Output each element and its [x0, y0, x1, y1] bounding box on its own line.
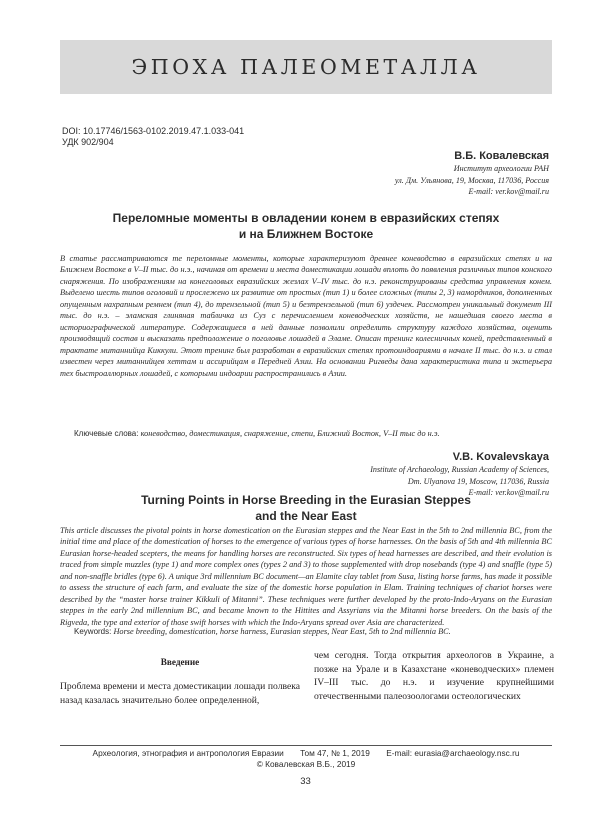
keywords-label: Ключевые слова: — [74, 429, 139, 438]
affiliation-line: Institute of Archaeology, Russian Academy of Sciences, — [370, 465, 549, 474]
footer-copyright: © Ковалевская В.Б., 2019 — [256, 759, 356, 769]
journal-volume: Том 47, № 1, 2019 — [300, 748, 370, 758]
affiliation-line: E-mail: ver.kov@mail.ru — [468, 488, 549, 497]
doi: DOI: 10.17746/1563-0102.2019.47.1.033-041 — [62, 126, 245, 136]
section-banner — [60, 40, 552, 94]
page-number: 33 — [300, 776, 311, 787]
section-title: ЭПОХА ПАЛЕОМЕТАЛЛА — [131, 55, 481, 79]
body-paragraph: чем сегодня. Тогда открытия археологов в Украине, а позже на Урале и в Казахстане «коневодческих» племен IV–III тыс. до н.э. и изучение крупнейшими отечественными палеозоологами остеологических — [314, 650, 554, 703]
title-line: Turning Points in Horse Breeding in the Eurasian Steppes — [141, 493, 471, 507]
keywords-ru — [74, 428, 552, 439]
affiliation-line: ул. Дм. Ульянова, 19, Москва, 117036, Россия — [394, 175, 549, 185]
article-title-ru — [60, 211, 552, 242]
keywords-text: коневодство, доместикация, снаряжение, степи, Ближний Восток, V–II тыс до н.э. — [140, 429, 440, 438]
body-column-right — [314, 649, 554, 704]
affiliation-line: Институт археологии РАН — [453, 164, 549, 173]
journal-name: Археология, этнография и антропология Евразии — [92, 748, 284, 758]
author-name-ru: В.Б. Ковалевская — [454, 150, 549, 162]
body-column-left — [60, 656, 300, 707]
keywords-en — [74, 626, 552, 637]
title-line: и на Ближнем Востоке — [238, 226, 374, 241]
title-line: and the Near East — [255, 508, 357, 523]
author-block-en — [370, 451, 549, 499]
abstract-ru: В статье рассматриваются те переломные моменты, которые характеризуют древнее коневодство в евразийских степях и на Ближнем Востоке в V–II тыс. до н.э., начиная от времени и места доместикации лошади вплоть до появления различных типов конского снаряжения. По изображениям на конеголовых евразийских жезлах V–IV тыс. до н.э. реконструированы средства управления конем. Выделено шесть типов оголовий и прослежено их развитие от простых (тип 1) и более сложных (типы 2, 3) намордников, дополненных опущенным нахрапным ремнем (тип 4), до трензельной (тип 5) и безтрензельной (тип 6) уздечек. Рассмотрен уникальный документ III тыс. до н.э. – эламская глиняная табличка из Суз с перечислением коневодческих хозяйств, не нашедшая своего места в историографической литературе. Содержащиеся в ней данные позволили определить структуру каждого хозяйства, оценить производящий состав и высказать предположение о поголовье лошадей в Эламе. Описан тренинг колесничных коней, представленный в трактате митаннийца Киккули. Этот тренинг был разработан в евразийских степях протоиндоариями в начале II тыс. до н.э. и стал известен через митаннийцев хеттам и ассирийцам в Передней Азии. На основании Ригведы дана характеристика типа и экстерьера тех быстроаллюрных лошадей, с которыми индоарии распространились в Азии. — [60, 254, 552, 378]
keywords-text: Horse breeding, domestication, horse harness, Eurasian steppes, Near East, 5th to 2nd millennia BC. — [113, 627, 451, 636]
title-line: Переломные моменты в овладении конем в евразийских степях — [112, 211, 500, 225]
author-block-ru — [395, 150, 549, 198]
footer-divider — [60, 745, 552, 746]
footer-journal-line — [60, 748, 552, 759]
journal-email: E-mail: eurasia@archaeology.nsc.ru — [386, 748, 520, 758]
body-paragraph: Проблема времени и места доместикации лошади полвека назад казалась значительно более определенной, — [60, 681, 300, 706]
section-heading: Введение — [160, 657, 200, 667]
article-title-en — [60, 493, 552, 524]
affiliation-line: E-mail: ver.kov@mail.ru — [468, 187, 549, 196]
keywords-label: Keywords: — [74, 627, 112, 636]
affiliation-line: Dm. Ulyanova 19, Moscow, 117036, Russia — [407, 476, 549, 486]
abstract-en: This article discusses the pivotal points in horse domestication on the Eurasian steppes and the Near East in the 5th to 2nd millennia BC, from the initial time and place of the domestication of horses to the emergence of various types of horse harnesses. On the basis of 5th and 4th millennia BC Eurasian horse-headed scepters, the means for handling horses are reconstructed. Six types of head harnesses are described, and their evolution is traced from simple muzzles (type 1) and more complex ones (types 2 and 3) to those supplemented with drop nosebands (type 4) and snaffle (type 5) and non-snaffle bridles (type 6). A unique 3rd millennium BC document—an Elamite clay tablet from Susa, listing horse farms, has made it possible to assess the structure of each farm, and evaluate the size of the domestic horse population in Elam. Training techniques of chariot horses were described by the “master horse trainer Kikkuli of Mitanni”. These techniques were further developed by the proto-Indo-Aryans on the Eurasian steppes in the early 2nd millennium BC, and became known to the Hittites and Assyrians via the Mitanni horse breeders. On the basis of the Rigveda, the type and exterior of those swift horses with which the Indo-Aryans spread over Asia are characterized. — [60, 526, 552, 627]
author-name-en: V.B. Kovalevskaya — [452, 451, 549, 463]
udk-code: УДК 902/904 — [62, 137, 114, 147]
